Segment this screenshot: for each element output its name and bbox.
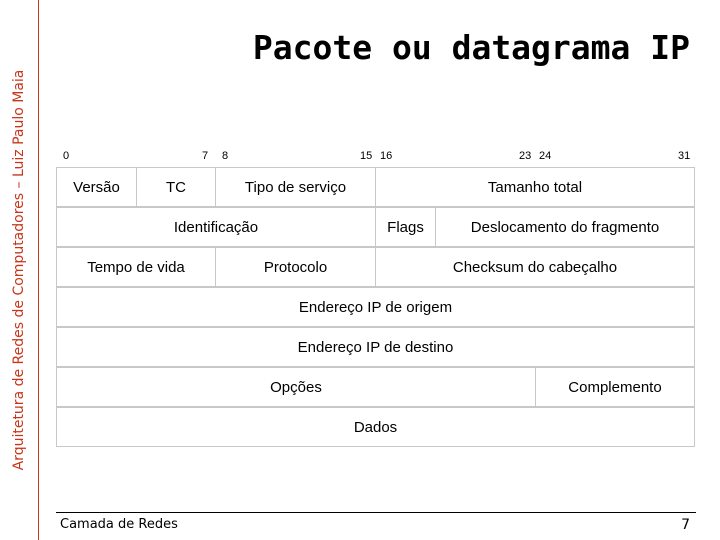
bit-label-31: 31 (678, 150, 691, 162)
ip-header-diagram (56, 167, 695, 446)
slide-title: Pacote ou datagrama IP (252, 28, 690, 67)
header-row (56, 207, 695, 247)
field-dados: Dados (56, 407, 695, 447)
field-identificacao: Identificação (56, 207, 376, 247)
field-tipo-servico: Tipo de serviço (215, 167, 376, 207)
sidebar-caption: Arquitetura de Redes de Computadores – Luiz Paulo Maia (11, 69, 27, 471)
field-protocolo: Protocolo (215, 247, 376, 287)
bit-label-23: 23 (519, 150, 532, 162)
bit-label-24: 24 (539, 150, 552, 162)
bit-label-8: 8 (222, 150, 229, 162)
sidebar-divider (38, 0, 39, 540)
header-row (56, 287, 695, 327)
page-number: 7 (681, 517, 690, 533)
footer-section-name: Camada de Redes (60, 517, 178, 532)
sidebar (0, 0, 38, 540)
field-flags: Flags (375, 207, 436, 247)
field-complemento: Complemento (535, 367, 695, 407)
header-row (56, 167, 695, 207)
field-tc: TC (136, 167, 216, 207)
bit-label-15: 15 (360, 150, 373, 162)
field-versao: Versão (56, 167, 137, 207)
field-tamanho-total: Tamanho total (375, 167, 695, 207)
bit-label-7: 7 (202, 150, 209, 162)
field-ip-origem: Endereço IP de origem (56, 287, 695, 327)
header-row (56, 367, 695, 407)
header-row (56, 407, 695, 447)
header-row (56, 327, 695, 367)
bit-scale (0, 150, 720, 164)
field-opcoes: Opções (56, 367, 536, 407)
field-deslocamento: Deslocamento do fragmento (435, 207, 695, 247)
field-tempo-vida: Tempo de vida (56, 247, 216, 287)
field-ip-destino: Endereço IP de destino (56, 327, 695, 367)
footer-divider (56, 512, 696, 513)
header-row (56, 247, 695, 287)
bit-label-0: 0 (63, 150, 70, 162)
bit-label-16: 16 (380, 150, 393, 162)
field-checksum: Checksum do cabeçalho (375, 247, 695, 287)
